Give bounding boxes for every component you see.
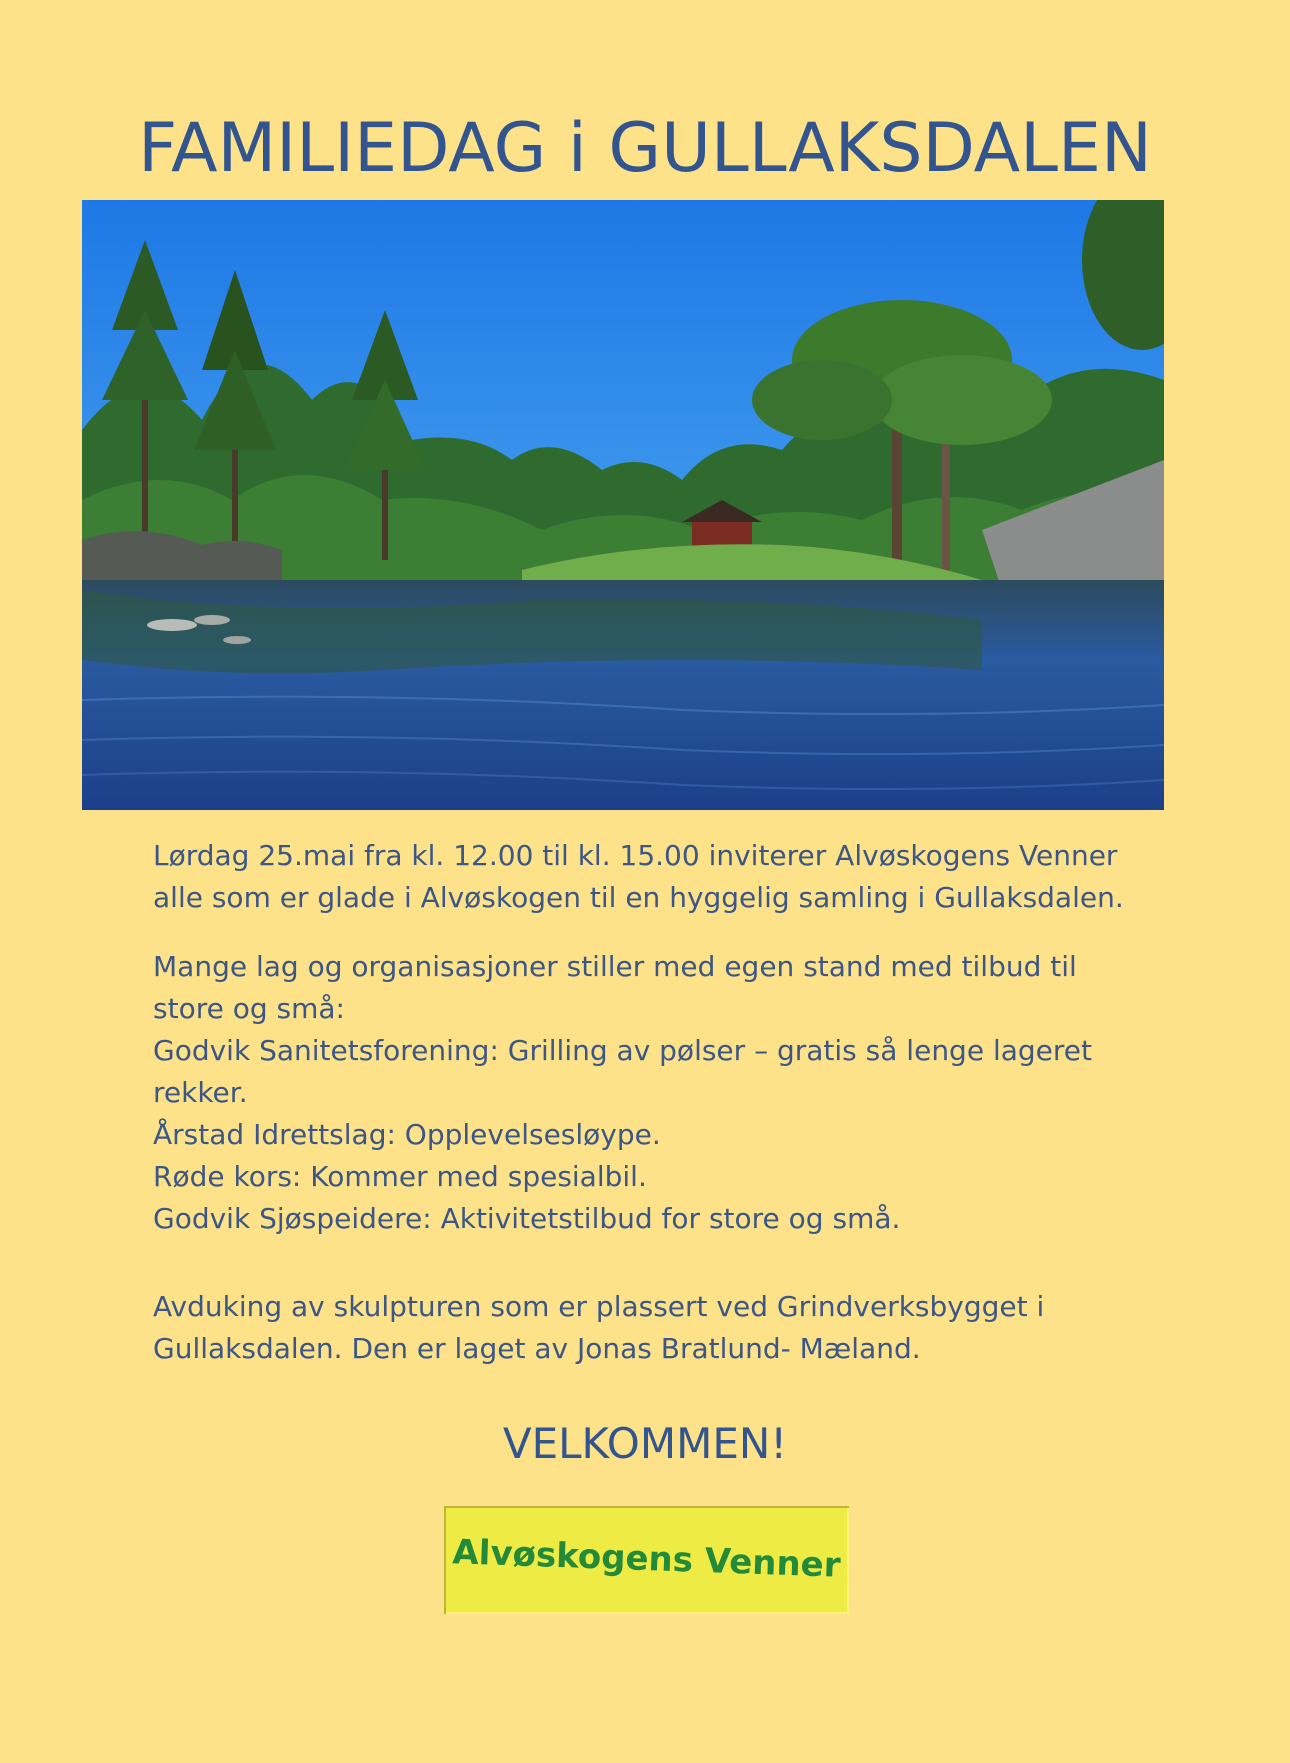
lake-forest-photo [82,200,1164,810]
activities-line-3: Godvik Sanitetsforening: Grilling av pølser – gratis så lenge lageret [153,1034,1092,1067]
activities-paragraph [153,946,1163,1240]
activities-line-2: store og små: [153,992,345,1025]
activities-line-1: Mange lag og organisasjoner stiller med egen stand med tilbud til [153,950,1077,983]
sculpture-paragraph [153,1286,1163,1370]
intro-paragraph [153,835,1163,919]
activities-line-5: Årstad Idrettslag: Opplevelsesløype. [153,1118,661,1151]
intro-line-2: alle som er glade i Alvøskogen til en hyggelig samling i Gullaksdalen. [153,881,1124,914]
alvoskogens-venner-logo [444,1506,849,1614]
activities-line-6: Røde kors: Kommer med spesialbil. [153,1160,647,1193]
welcome-heading: VELKOMMEN! [502,1419,788,1468]
sculpture-line-2: Gullaksdalen. Den er laget av Jonas Bratlund- Mæland. [153,1332,921,1365]
sculpture-line-1: Avduking av skulpturen som er plassert ved Grindverksbygget i [153,1290,1045,1323]
activities-line-4: rekker. [153,1076,248,1109]
logo-text: Alvøskogens Venner [451,1532,842,1586]
page-title: FAMILIEDAG i GULLAKSDALEN [138,109,1152,188]
intro-line-1: Lørdag 25.mai fra kl. 12.00 til kl. 15.00 inviterer Alvøskogens Venner [153,839,1118,872]
activities-line-7: Godvik Sjøspeidere: Aktivitetstilbud for store og små. [153,1202,901,1235]
